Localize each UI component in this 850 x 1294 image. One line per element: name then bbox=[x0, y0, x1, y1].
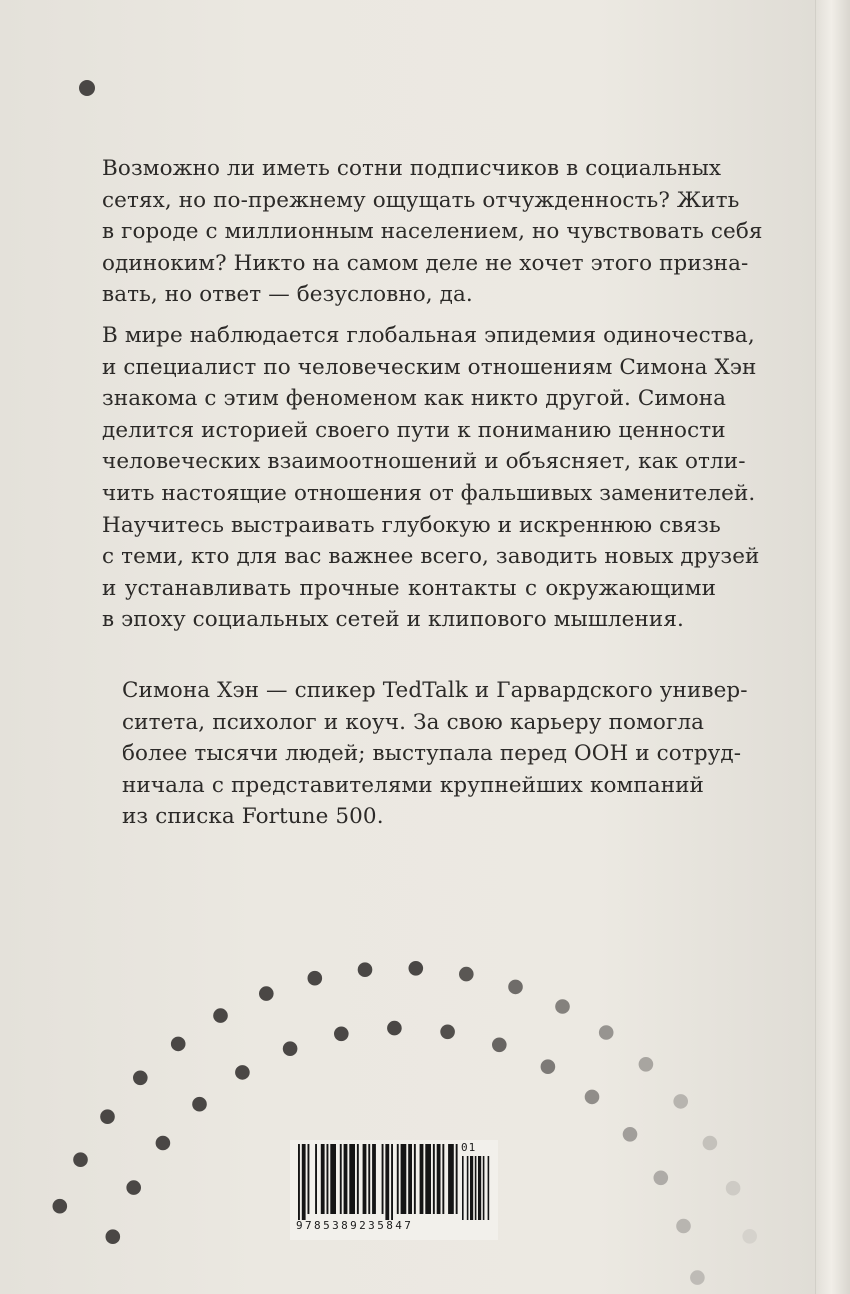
text-line: с теми, кто для вас важнее всего, заводить новых друзей bbox=[102, 544, 760, 570]
decorative-dot bbox=[100, 1109, 115, 1124]
text-line: более тысячи людей; выступала перед ООН и сотруд- bbox=[122, 741, 742, 767]
barcode-bar bbox=[363, 1144, 367, 1214]
barcode-bar bbox=[425, 1144, 431, 1214]
barcode-addon-bar bbox=[475, 1156, 477, 1220]
decorative-dot bbox=[541, 1059, 556, 1074]
decorative-dot bbox=[126, 1180, 141, 1195]
text-line: в городе с миллионным населением, но чувствовать себя bbox=[102, 219, 763, 245]
text-line: Возможно ли иметь сотни подписчиков в социальных bbox=[102, 156, 722, 181]
barcode-bar bbox=[437, 1144, 441, 1214]
decorative-dot bbox=[726, 1181, 741, 1196]
text-line: знакома с этим феноменом как никто другой. Симона bbox=[102, 386, 727, 412]
barcode-bar bbox=[408, 1144, 412, 1214]
decorative-dot bbox=[308, 971, 323, 986]
barcode-addon-bar bbox=[478, 1156, 481, 1220]
text-line: ситета, психолог и коуч. За свою карьеру помогла bbox=[122, 709, 704, 735]
decorative-dot bbox=[599, 1025, 614, 1040]
barcode-bar bbox=[414, 1144, 416, 1214]
decorative-dot bbox=[156, 1136, 171, 1151]
barcode-bar bbox=[357, 1144, 359, 1214]
decorative-dot bbox=[654, 1171, 669, 1186]
decorative-dot bbox=[259, 986, 274, 1001]
barcode-bar bbox=[401, 1144, 407, 1214]
barcode-bar bbox=[315, 1144, 317, 1214]
decorative-dot bbox=[133, 1071, 148, 1086]
text-line: делится историей своего пути к пониманию ценности bbox=[102, 417, 726, 443]
barcode-bar bbox=[330, 1144, 336, 1214]
barcode-bar bbox=[391, 1144, 393, 1220]
decorative-dot bbox=[440, 1025, 455, 1040]
text-line: вать, но ответ — безусловно, да. bbox=[102, 282, 473, 308]
text-line: человеческих взаимоотношений и объясняет, как отли- bbox=[102, 449, 746, 475]
decorative-dot bbox=[639, 1057, 654, 1072]
barcode-addon-bar bbox=[470, 1156, 473, 1220]
barcode-bar bbox=[442, 1144, 444, 1214]
decorative-dot bbox=[492, 1038, 507, 1053]
text-line: одиноким? Никто на самом деле не хочет этого призна- bbox=[102, 250, 749, 276]
barcode-addon-bar bbox=[488, 1156, 490, 1220]
barcode-bar bbox=[344, 1144, 348, 1214]
decorative-dot bbox=[703, 1136, 718, 1151]
decorative-dot bbox=[459, 967, 474, 982]
decorative-dot bbox=[623, 1127, 638, 1142]
barcode-bar bbox=[385, 1144, 389, 1220]
barcode-addon-bar bbox=[462, 1156, 464, 1220]
text-line: чить настоящие отношения от фальшивых заменителей. bbox=[102, 480, 756, 506]
text-line: ничала с представителями крупнейших компаний bbox=[122, 772, 704, 798]
decorative-dot bbox=[676, 1219, 691, 1234]
text-line: Симона Хэн — спикер TedTalk и Гарвардского универ- bbox=[122, 678, 748, 703]
decorative-dot bbox=[690, 1270, 705, 1285]
barcode-bar bbox=[298, 1144, 300, 1220]
barcode-bar bbox=[308, 1144, 310, 1214]
decorative-dot bbox=[387, 1021, 402, 1036]
barcode-bar bbox=[448, 1144, 454, 1214]
barcode-bar bbox=[321, 1144, 325, 1214]
decorative-dot bbox=[742, 1229, 757, 1244]
barcode-bar bbox=[397, 1144, 399, 1214]
decorative-dot bbox=[53, 1199, 68, 1214]
barcode-bar bbox=[327, 1144, 329, 1214]
text-line: В мире наблюдается глобальная эпидемия одиночества, bbox=[102, 323, 755, 348]
text-line: и специалист по человеческим отношениям Симона Хэн bbox=[102, 354, 757, 380]
decorative-dot bbox=[358, 962, 373, 977]
barcode-addon-bar bbox=[467, 1156, 469, 1220]
barcode-bar bbox=[340, 1144, 342, 1214]
barcode-bar bbox=[302, 1144, 306, 1220]
text-line: Научитесь выстраивать глубокую и искреннюю связь bbox=[102, 512, 721, 538]
barcode-addon-bar bbox=[483, 1156, 485, 1220]
decorative-dot bbox=[508, 980, 523, 995]
barcode-bar bbox=[420, 1144, 424, 1214]
barcode-addon: 01 bbox=[461, 1141, 477, 1154]
text-line: в эпоху социальных сетей и клипового мышления. bbox=[102, 607, 684, 633]
decorative-dot bbox=[171, 1037, 186, 1052]
decorative-dot bbox=[673, 1094, 688, 1109]
decorative-dot bbox=[334, 1027, 349, 1042]
barcode-bar bbox=[456, 1144, 458, 1214]
isbn-barcode bbox=[290, 1140, 498, 1240]
text-line: сетях, но по-прежнему ощущать отчужденность? Жить bbox=[102, 187, 740, 213]
decorative-dot bbox=[235, 1065, 250, 1080]
barcode-bar bbox=[349, 1144, 355, 1214]
decorative-dot bbox=[585, 1090, 600, 1105]
text-line: и устанавливать прочные контакты с окружающими bbox=[102, 575, 716, 601]
decorative-dot bbox=[192, 1097, 207, 1112]
text-line: из списка Fortune 500. bbox=[122, 804, 384, 830]
barcode-bar bbox=[368, 1144, 370, 1214]
barcode-number: 9785389235847 bbox=[296, 1219, 414, 1232]
barcode-bar bbox=[433, 1144, 435, 1214]
decorative-dot bbox=[73, 1152, 88, 1167]
decorative-dot bbox=[409, 961, 424, 976]
decorative-dot bbox=[213, 1008, 228, 1023]
decorative-dot bbox=[555, 999, 570, 1014]
barcode-bar bbox=[372, 1144, 376, 1214]
decorative-dot bbox=[106, 1229, 121, 1244]
decorative-dot bbox=[283, 1041, 298, 1056]
barcode-bar bbox=[382, 1144, 384, 1214]
